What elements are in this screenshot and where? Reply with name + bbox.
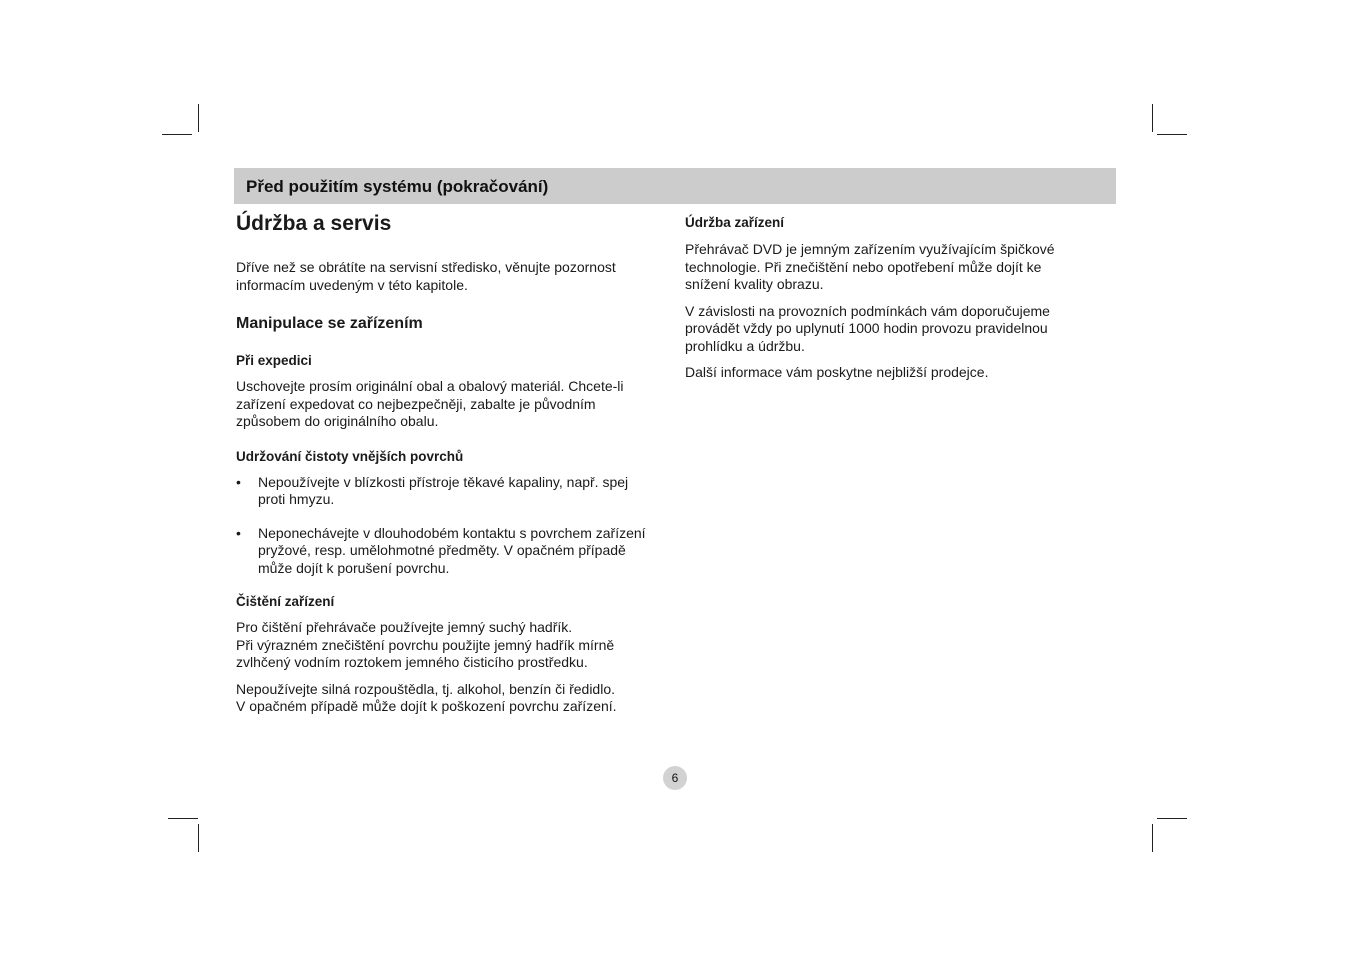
subheading-surface: Udržování čistoty vnějších povrchů <box>236 448 464 464</box>
maintenance-paragraph-3 <box>685 364 1105 382</box>
text-line: V závislosti na provozních podmínkách vám doporučujeme <box>685 302 1050 319</box>
text-line: zvlhčený vodním roztokem jemného čisticího prostředku. <box>236 654 588 670</box>
text-line: Pro čištění přehrávače používejte jemný suchý hadřík. <box>236 619 573 635</box>
text-line: informacím uvedeným v této kapitole. <box>236 276 468 293</box>
crop-mark <box>168 818 198 819</box>
crop-mark <box>1152 104 1153 132</box>
maintenance-paragraph-1 <box>685 241 1105 294</box>
text-line: Přehrávač DVD je jemným zařízením využívajícím špičkové <box>685 241 1055 257</box>
text-line: způsobem do originálního obalu. <box>236 413 439 429</box>
maintenance-paragraph-2 <box>685 303 1105 356</box>
crop-mark <box>198 104 199 132</box>
text-line: Při výrazném znečištění povrchu použijte jemný hadřík mírně <box>236 636 615 653</box>
crop-mark <box>198 824 199 852</box>
text-line: Nepoužívejte v blízkosti přístroje těkavé kapaliny, např. spej <box>258 473 629 490</box>
subheading-cleaning: Čištění zařízení <box>236 594 335 609</box>
cleaning-paragraph-1 <box>236 619 676 672</box>
intro-paragraph <box>236 259 676 294</box>
page-title: Údržba a servis <box>236 212 392 235</box>
text-line: provádět vždy po uplynutí 1000 hodin provozu pravidelnou <box>685 320 1048 336</box>
chapter-header-bar <box>234 168 1116 204</box>
right-column <box>685 208 1105 382</box>
subheading-shipping: Při expedici <box>236 353 312 368</box>
shipping-paragraph <box>236 378 676 431</box>
text-line: může dojít k porušení povrchu. <box>258 559 450 576</box>
text-line: snížení kvality obrazu. <box>685 276 824 292</box>
bullet-glyph: • <box>236 524 241 541</box>
text-line: Další informace vám poskytne nejbližší prodejce. <box>685 364 989 380</box>
list-item <box>236 474 676 509</box>
surface-bullet-list <box>236 474 676 578</box>
cleaning-paragraph-2 <box>236 681 676 716</box>
list-item <box>236 525 676 578</box>
text-line: technologie. Při znečištění nebo opotřebení může dojít ke <box>685 258 1042 275</box>
text-line: V opačném případě může dojít k poškození povrchu zařízení. <box>236 698 617 714</box>
text-line: Nepoužívejte silná rozpouštědla, tj. alkohol, benzín či ředidlo. <box>236 680 615 697</box>
text-line: proti hmyzu. <box>258 491 335 507</box>
bullet-glyph: • <box>236 473 241 490</box>
text-line: pryžové, resp. umělohmotné předměty. V opačném případě <box>258 542 626 558</box>
left-column <box>236 208 676 716</box>
crop-mark <box>1157 818 1187 819</box>
text-line: Neponechávejte v dlouhodobém kontaktu s povrchem zařízení <box>258 524 646 541</box>
crop-mark <box>1157 134 1187 135</box>
chapter-title: Před použitím systému (pokračování) <box>246 177 549 196</box>
text-line: prohlídku a údržbu. <box>685 337 805 354</box>
crop-mark <box>162 134 192 135</box>
text-line: Uschovejte prosím originální obal a obalový materiál. Chcete-li <box>236 378 624 394</box>
text-line: zařízení expedovat co nejbezpečněji, zabalte je původním <box>236 395 596 412</box>
page-number: 6 <box>663 766 687 790</box>
crop-mark <box>1152 824 1153 852</box>
section-title: Manipulace se zařízením <box>236 315 423 332</box>
text-line: Dříve než se obrátíte na servisní středisko, věnujte pozornost <box>236 259 616 275</box>
subheading-maintenance: Údržba zařízení <box>685 215 785 230</box>
